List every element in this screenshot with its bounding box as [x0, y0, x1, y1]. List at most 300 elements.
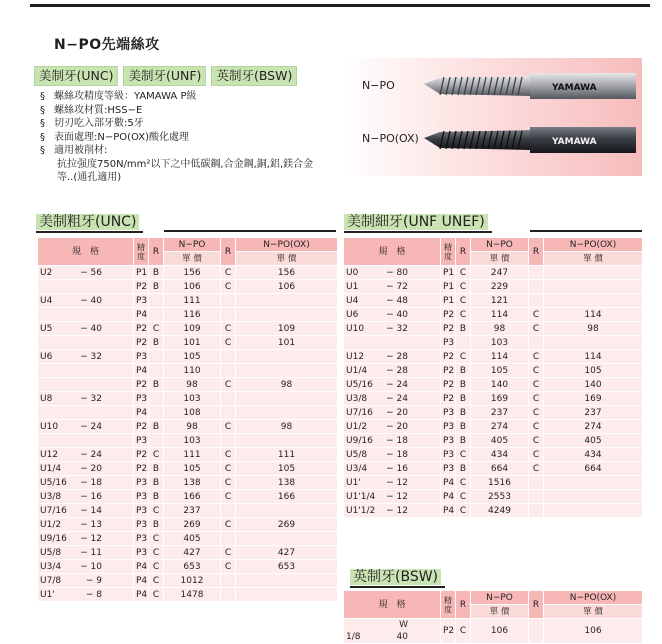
table-row — [38, 420, 338, 434]
table-row — [344, 434, 643, 448]
npoox-price-cell: 106 — [544, 619, 643, 644]
badge-unc: 美制牙(UNC) — [34, 66, 118, 86]
grade-cell: P3 — [134, 434, 149, 448]
npoox-price-cell: 140 — [544, 378, 643, 392]
npo-price-cell: 111 — [164, 448, 221, 462]
spec-text: 表面處理:N−PO(OX)酸化處理 — [54, 131, 190, 143]
size-cell — [38, 574, 134, 588]
size-pitch: − 16 — [80, 491, 102, 502]
size-diameter: U10 — [40, 421, 59, 432]
grade-cell: P2 — [134, 462, 149, 476]
col-r2: R — [221, 238, 236, 266]
size-pitch: − 24 — [386, 393, 408, 404]
size-cell — [344, 364, 441, 378]
npo-price-cell: 103 — [164, 392, 221, 406]
grade-cell: P2 — [134, 336, 149, 350]
size-cell — [344, 619, 441, 644]
size-pitch: − 9 — [85, 575, 102, 586]
size-diameter: U8 — [40, 393, 53, 404]
grade-cell: P3 — [134, 294, 149, 308]
grade-cell: P3 — [134, 504, 149, 518]
npoox-price-cell: 156 — [236, 266, 338, 280]
table-row — [38, 266, 338, 280]
col-npoox-price: 單 價 — [544, 252, 643, 266]
npo-price-cell: 114 — [471, 350, 529, 364]
table-row — [344, 462, 643, 476]
r-cell: B — [456, 420, 471, 434]
r-cell — [221, 434, 236, 448]
spec-item — [40, 171, 313, 185]
size-cell — [38, 518, 134, 532]
r-cell: C — [221, 546, 236, 560]
npoox-price-cell: 114 — [544, 308, 643, 322]
r-cell: C — [529, 434, 544, 448]
grade-cell: P4 — [441, 476, 456, 490]
grade-cell: P2 — [441, 308, 456, 322]
size-pitch: − 40 — [80, 323, 102, 334]
size-pitch: − 18 — [386, 435, 408, 446]
unf-rows — [344, 266, 643, 518]
size-cell — [344, 490, 441, 504]
col-npo-price: 單 價 — [471, 252, 529, 266]
r-cell: C — [221, 476, 236, 490]
r-cell — [221, 532, 236, 546]
npoox-price-cell — [236, 434, 338, 448]
table-row — [344, 280, 643, 294]
grade-cell: P4 — [134, 560, 149, 574]
table-row — [38, 476, 338, 490]
grade-cell: P3 — [134, 350, 149, 364]
npoox-price-cell: 169 — [544, 392, 643, 406]
npo-price-cell: 105 — [164, 462, 221, 476]
size-pitch: − 72 — [386, 281, 408, 292]
size-cell — [344, 322, 441, 336]
col-npo: N−PO — [471, 591, 529, 605]
size-diameter: U1/2 — [346, 421, 368, 432]
r-cell: C — [221, 280, 236, 294]
npo-price-cell: 434 — [471, 448, 529, 462]
npoox-price-cell: 106 — [236, 280, 338, 294]
table-row — [38, 560, 338, 574]
col-npoox: N−PO(OX) — [236, 238, 338, 252]
size-cell — [344, 434, 441, 448]
size-cell — [344, 392, 441, 406]
size-cell — [344, 420, 441, 434]
size-pitch: − 40 — [386, 309, 408, 320]
npo-ox-label: N−PO(OX) — [362, 132, 419, 145]
r-cell: C — [221, 518, 236, 532]
size-diameter: U5/8 — [40, 547, 62, 558]
r-cell — [149, 294, 164, 308]
size-pitch: − 16 — [386, 463, 408, 474]
size-diameter: U3/4 — [40, 561, 62, 572]
size-pitch: − 28 — [386, 351, 408, 362]
size-diameter: U5 — [40, 323, 53, 334]
spec-bullet: § — [40, 91, 45, 102]
size-pitch: − 12 — [386, 491, 408, 502]
size-cell — [344, 406, 441, 420]
r-cell: C — [456, 294, 471, 308]
grade-cell: P3 — [134, 532, 149, 546]
size-pitch: − 32 — [80, 351, 102, 362]
size-diameter: U1/4 — [40, 463, 62, 474]
col-npoox-price: 單 價 — [236, 252, 338, 266]
table-row — [344, 420, 643, 434]
col-npo-price: 單 價 — [164, 252, 221, 266]
size-pitch: − 32 — [80, 393, 102, 404]
size-pitch: − 18 — [80, 477, 102, 488]
size-diameter: U12 — [346, 351, 365, 362]
table-row — [344, 364, 643, 378]
npoox-price-cell — [236, 406, 338, 420]
r-cell: C — [221, 448, 236, 462]
grade-cell: P2 — [134, 448, 149, 462]
r-cell — [149, 434, 164, 448]
table-row — [38, 462, 338, 476]
r-cell — [221, 350, 236, 364]
grade-cell: P2 — [441, 378, 456, 392]
size-diameter: U1/4 — [346, 365, 368, 376]
npo-price-cell: 247 — [471, 266, 529, 280]
r-cell: B — [149, 266, 164, 280]
npoox-price-cell: 274 — [544, 420, 643, 434]
table-row — [38, 574, 338, 588]
size-diameter: U1'1/2 — [346, 505, 376, 516]
size-diameter: U7/8 — [40, 575, 62, 586]
product-image — [344, 58, 642, 176]
size-pitch: − 20 — [386, 407, 408, 418]
npoox-price-cell — [236, 392, 338, 406]
npo-price-cell: 106 — [164, 280, 221, 294]
npo-price-cell: 114 — [471, 308, 529, 322]
bsw-rows — [344, 619, 643, 644]
size-diameter: 1/8 — [346, 632, 361, 642]
grade-cell: P1 — [441, 294, 456, 308]
r-cell: C — [221, 266, 236, 280]
size-pitch: − 24 — [80, 449, 102, 460]
grade-cell: P2 — [134, 378, 149, 392]
table-row — [38, 546, 338, 560]
npoox-price-cell — [544, 504, 643, 518]
size-pitch: − 20 — [386, 421, 408, 432]
r-cell: C — [529, 406, 544, 420]
spec-item — [40, 90, 313, 104]
r-cell — [529, 280, 544, 294]
spec-item — [40, 117, 313, 131]
grade-cell: P3 — [134, 476, 149, 490]
npoox-price-cell — [544, 336, 643, 350]
r-cell: B — [149, 476, 164, 490]
npo-price-cell: 105 — [164, 350, 221, 364]
r-cell: C — [221, 336, 236, 350]
grade-cell: P3 — [441, 406, 456, 420]
npo-price-cell: 121 — [471, 294, 529, 308]
spec-bullet: § — [40, 145, 45, 156]
npoox-price-cell: 405 — [544, 434, 643, 448]
table-row — [38, 434, 338, 448]
size-diameter: U1'1/4 — [346, 491, 376, 502]
col-npoox: N−PO(OX) — [544, 591, 643, 605]
spec-bullet: § — [40, 131, 45, 143]
npoox-price-cell: 105 — [544, 364, 643, 378]
col-r2: R — [529, 591, 544, 619]
r-cell: C — [221, 420, 236, 434]
table-row — [344, 476, 643, 490]
npoox-price-cell — [236, 574, 338, 588]
grade-cell: P2 — [441, 350, 456, 364]
r-cell — [221, 574, 236, 588]
size-diameter: U1' — [346, 477, 361, 488]
grade-cell: P2 — [441, 322, 456, 336]
r-cell — [529, 294, 544, 308]
r-cell: C — [221, 462, 236, 476]
r-cell — [221, 308, 236, 322]
size-diameter: U6 — [346, 309, 359, 320]
r-cell: C — [456, 448, 471, 462]
size-cell — [38, 434, 134, 448]
grade-cell: P3 — [134, 490, 149, 504]
table-row — [38, 490, 338, 504]
npo-price-cell: 116 — [164, 308, 221, 322]
r-cell: C — [149, 532, 164, 546]
r-cell: C — [456, 266, 471, 280]
size-cell — [38, 420, 134, 434]
npo-price-cell: 229 — [471, 280, 529, 294]
size-cell — [344, 378, 441, 392]
grade-cell: P1 — [134, 266, 149, 280]
size-pitch: W 40 — [396, 620, 408, 642]
thread-badges — [34, 66, 297, 86]
npoox-price-cell: 114 — [544, 350, 643, 364]
size-pitch: − 28 — [386, 365, 408, 376]
col-grade: 精度 — [441, 238, 456, 266]
npo-price-cell: 98 — [164, 420, 221, 434]
size-pitch: − 8 — [85, 589, 102, 600]
spec-text: 等..(通孔適用) — [57, 172, 122, 183]
r-cell: B — [456, 364, 471, 378]
spec-text: 抗拉强度750N/mm²以下之中低碳鋼,合金鋼,銅,鋁,鎂合金 — [57, 158, 314, 170]
table-row — [38, 364, 338, 378]
npo-price-cell: 405 — [164, 532, 221, 546]
r-cell — [529, 619, 544, 644]
npo-price-cell: 1478 — [164, 588, 221, 602]
npoox-price-cell: 98 — [236, 420, 338, 434]
npoox-price-cell: 653 — [236, 560, 338, 574]
table-row — [38, 294, 338, 308]
r-cell — [149, 308, 164, 322]
npo-ox-brand: YAMAWA — [552, 137, 597, 147]
grade-cell: P3 — [441, 420, 456, 434]
r-cell — [456, 336, 471, 350]
bsw-heading: 英制牙(BSW) — [350, 568, 445, 588]
table-row — [38, 322, 338, 336]
unc-price-table — [37, 237, 338, 602]
spec-text: 切刃吃入部牙數:5牙 — [54, 118, 144, 129]
r-cell: C — [221, 490, 236, 504]
unf-heading: 美制細牙(UNF UNEF) — [344, 213, 492, 233]
r-cell — [529, 476, 544, 490]
npo-price-cell: 653 — [164, 560, 221, 574]
unc-heading: 美制粗牙(UNC) — [36, 213, 143, 233]
r-cell: B — [149, 280, 164, 294]
table-row — [344, 294, 643, 308]
size-cell — [38, 392, 134, 406]
size-pitch: − 20 — [80, 463, 102, 474]
npoox-price-cell — [236, 294, 338, 308]
unf-price-table — [343, 237, 643, 518]
size-cell — [344, 280, 441, 294]
npo-price-cell: 166 — [164, 490, 221, 504]
size-diameter: U3/8 — [40, 491, 62, 502]
size-diameter: U9/16 — [40, 533, 67, 544]
r-cell: C — [529, 392, 544, 406]
npo-price-cell: 138 — [164, 476, 221, 490]
r-cell: C — [529, 448, 544, 462]
size-pitch: − 13 — [80, 519, 102, 530]
size-cell — [38, 336, 134, 350]
r-cell: C — [456, 476, 471, 490]
table-row — [38, 588, 338, 602]
r-cell: C — [456, 350, 471, 364]
npoox-price-cell — [236, 588, 338, 602]
grade-cell: P3 — [134, 518, 149, 532]
size-diameter: U7/16 — [40, 505, 67, 516]
npo-price-cell: 169 — [471, 392, 529, 406]
r-cell: C — [529, 308, 544, 322]
npoox-price-cell: 98 — [236, 378, 338, 392]
npo-price-cell: 110 — [164, 364, 221, 378]
r-cell: B — [456, 462, 471, 476]
size-cell — [38, 280, 134, 294]
size-cell — [38, 308, 134, 322]
npoox-price-cell: 109 — [236, 322, 338, 336]
grade-cell: P4 — [441, 490, 456, 504]
size-cell — [38, 504, 134, 518]
npo-price-cell: 98 — [471, 322, 529, 336]
r-cell: C — [529, 462, 544, 476]
grade-cell: P2 — [134, 280, 149, 294]
npo-price-cell: 98 — [164, 378, 221, 392]
npoox-price-cell — [544, 490, 643, 504]
size-cell — [344, 308, 441, 322]
npo-price-cell: 237 — [164, 504, 221, 518]
col-grade: 精度 — [134, 238, 149, 266]
table-row — [38, 392, 338, 406]
spec-item — [40, 144, 313, 158]
r-cell — [529, 336, 544, 350]
size-diameter: U12 — [40, 449, 59, 460]
r-cell: B — [149, 490, 164, 504]
table-row — [344, 322, 643, 336]
grade-cell: P3 — [441, 462, 456, 476]
grade-cell: P2 — [134, 322, 149, 336]
size-cell — [38, 294, 134, 308]
table-row — [344, 448, 643, 462]
size-cell — [38, 266, 134, 280]
npoox-price-cell — [236, 308, 338, 322]
r-cell — [221, 588, 236, 602]
grade-cell: P4 — [134, 588, 149, 602]
size-diameter: U3/8 — [346, 393, 368, 404]
r-cell: C — [149, 588, 164, 602]
size-diameter: U5/16 — [40, 477, 67, 488]
r-cell: B — [456, 434, 471, 448]
r-cell: B — [149, 462, 164, 476]
r-cell — [221, 364, 236, 378]
r-cell — [221, 406, 236, 420]
size-cell — [38, 364, 134, 378]
table-row — [38, 336, 338, 350]
grade-cell: P3 — [441, 434, 456, 448]
col-npoox-price: 單 價 — [544, 605, 643, 619]
table-row — [38, 518, 338, 532]
npoox-price-cell — [236, 532, 338, 546]
npoox-price-cell: 101 — [236, 336, 338, 350]
npo-price-cell: 237 — [471, 406, 529, 420]
r-cell — [149, 406, 164, 420]
r-cell: C — [149, 560, 164, 574]
r-cell: C — [149, 322, 164, 336]
badge-unf: 美制牙(UNF) — [123, 66, 206, 86]
top-rule — [30, 4, 650, 7]
table-row — [38, 504, 338, 518]
spec-text: 適用被削材: — [54, 145, 108, 156]
table-row — [344, 266, 643, 280]
size-diameter: U10 — [346, 323, 365, 334]
npo-label: N−PO — [362, 79, 395, 92]
badge-bsw: 英制牙(BSW) — [211, 66, 297, 86]
r-cell — [221, 504, 236, 518]
size-cell — [344, 336, 441, 350]
grade-cell: P3 — [441, 448, 456, 462]
spec-item — [40, 158, 313, 172]
npoox-price-cell: 105 — [236, 462, 338, 476]
size-pitch: − 80 — [386, 267, 408, 278]
r-cell — [529, 490, 544, 504]
col-r1: R — [149, 238, 164, 266]
r-cell: B — [149, 336, 164, 350]
unc-rows — [38, 266, 338, 602]
size-cell — [344, 476, 441, 490]
size-diameter: U6 — [40, 351, 53, 362]
size-cell — [38, 546, 134, 560]
size-pitch: − 14 — [80, 505, 102, 516]
spec-bullet: § — [40, 104, 45, 116]
size-diameter: U1' — [40, 589, 55, 600]
r-cell: B — [149, 518, 164, 532]
r-cell: C — [149, 448, 164, 462]
col-npoox: N−PO(OX) — [544, 238, 643, 252]
size-pitch: − 24 — [386, 379, 408, 390]
r-cell: B — [456, 406, 471, 420]
npo-ox-tap-image — [420, 120, 642, 160]
r-cell — [149, 350, 164, 364]
table-row — [38, 406, 338, 420]
r-cell: C — [149, 504, 164, 518]
size-diameter: U5/16 — [346, 379, 373, 390]
grade-cell: P3 — [134, 392, 149, 406]
npo-price-cell: 106 — [471, 619, 529, 644]
r-cell: C — [149, 546, 164, 560]
size-diameter: U1/2 — [40, 519, 62, 530]
r-cell: B — [456, 392, 471, 406]
size-diameter: U7/16 — [346, 407, 373, 418]
grade-cell: P4 — [134, 364, 149, 378]
npo-price-cell: 108 — [164, 406, 221, 420]
size-cell — [344, 266, 441, 280]
col-r1: R — [456, 238, 471, 266]
npoox-price-cell — [236, 364, 338, 378]
